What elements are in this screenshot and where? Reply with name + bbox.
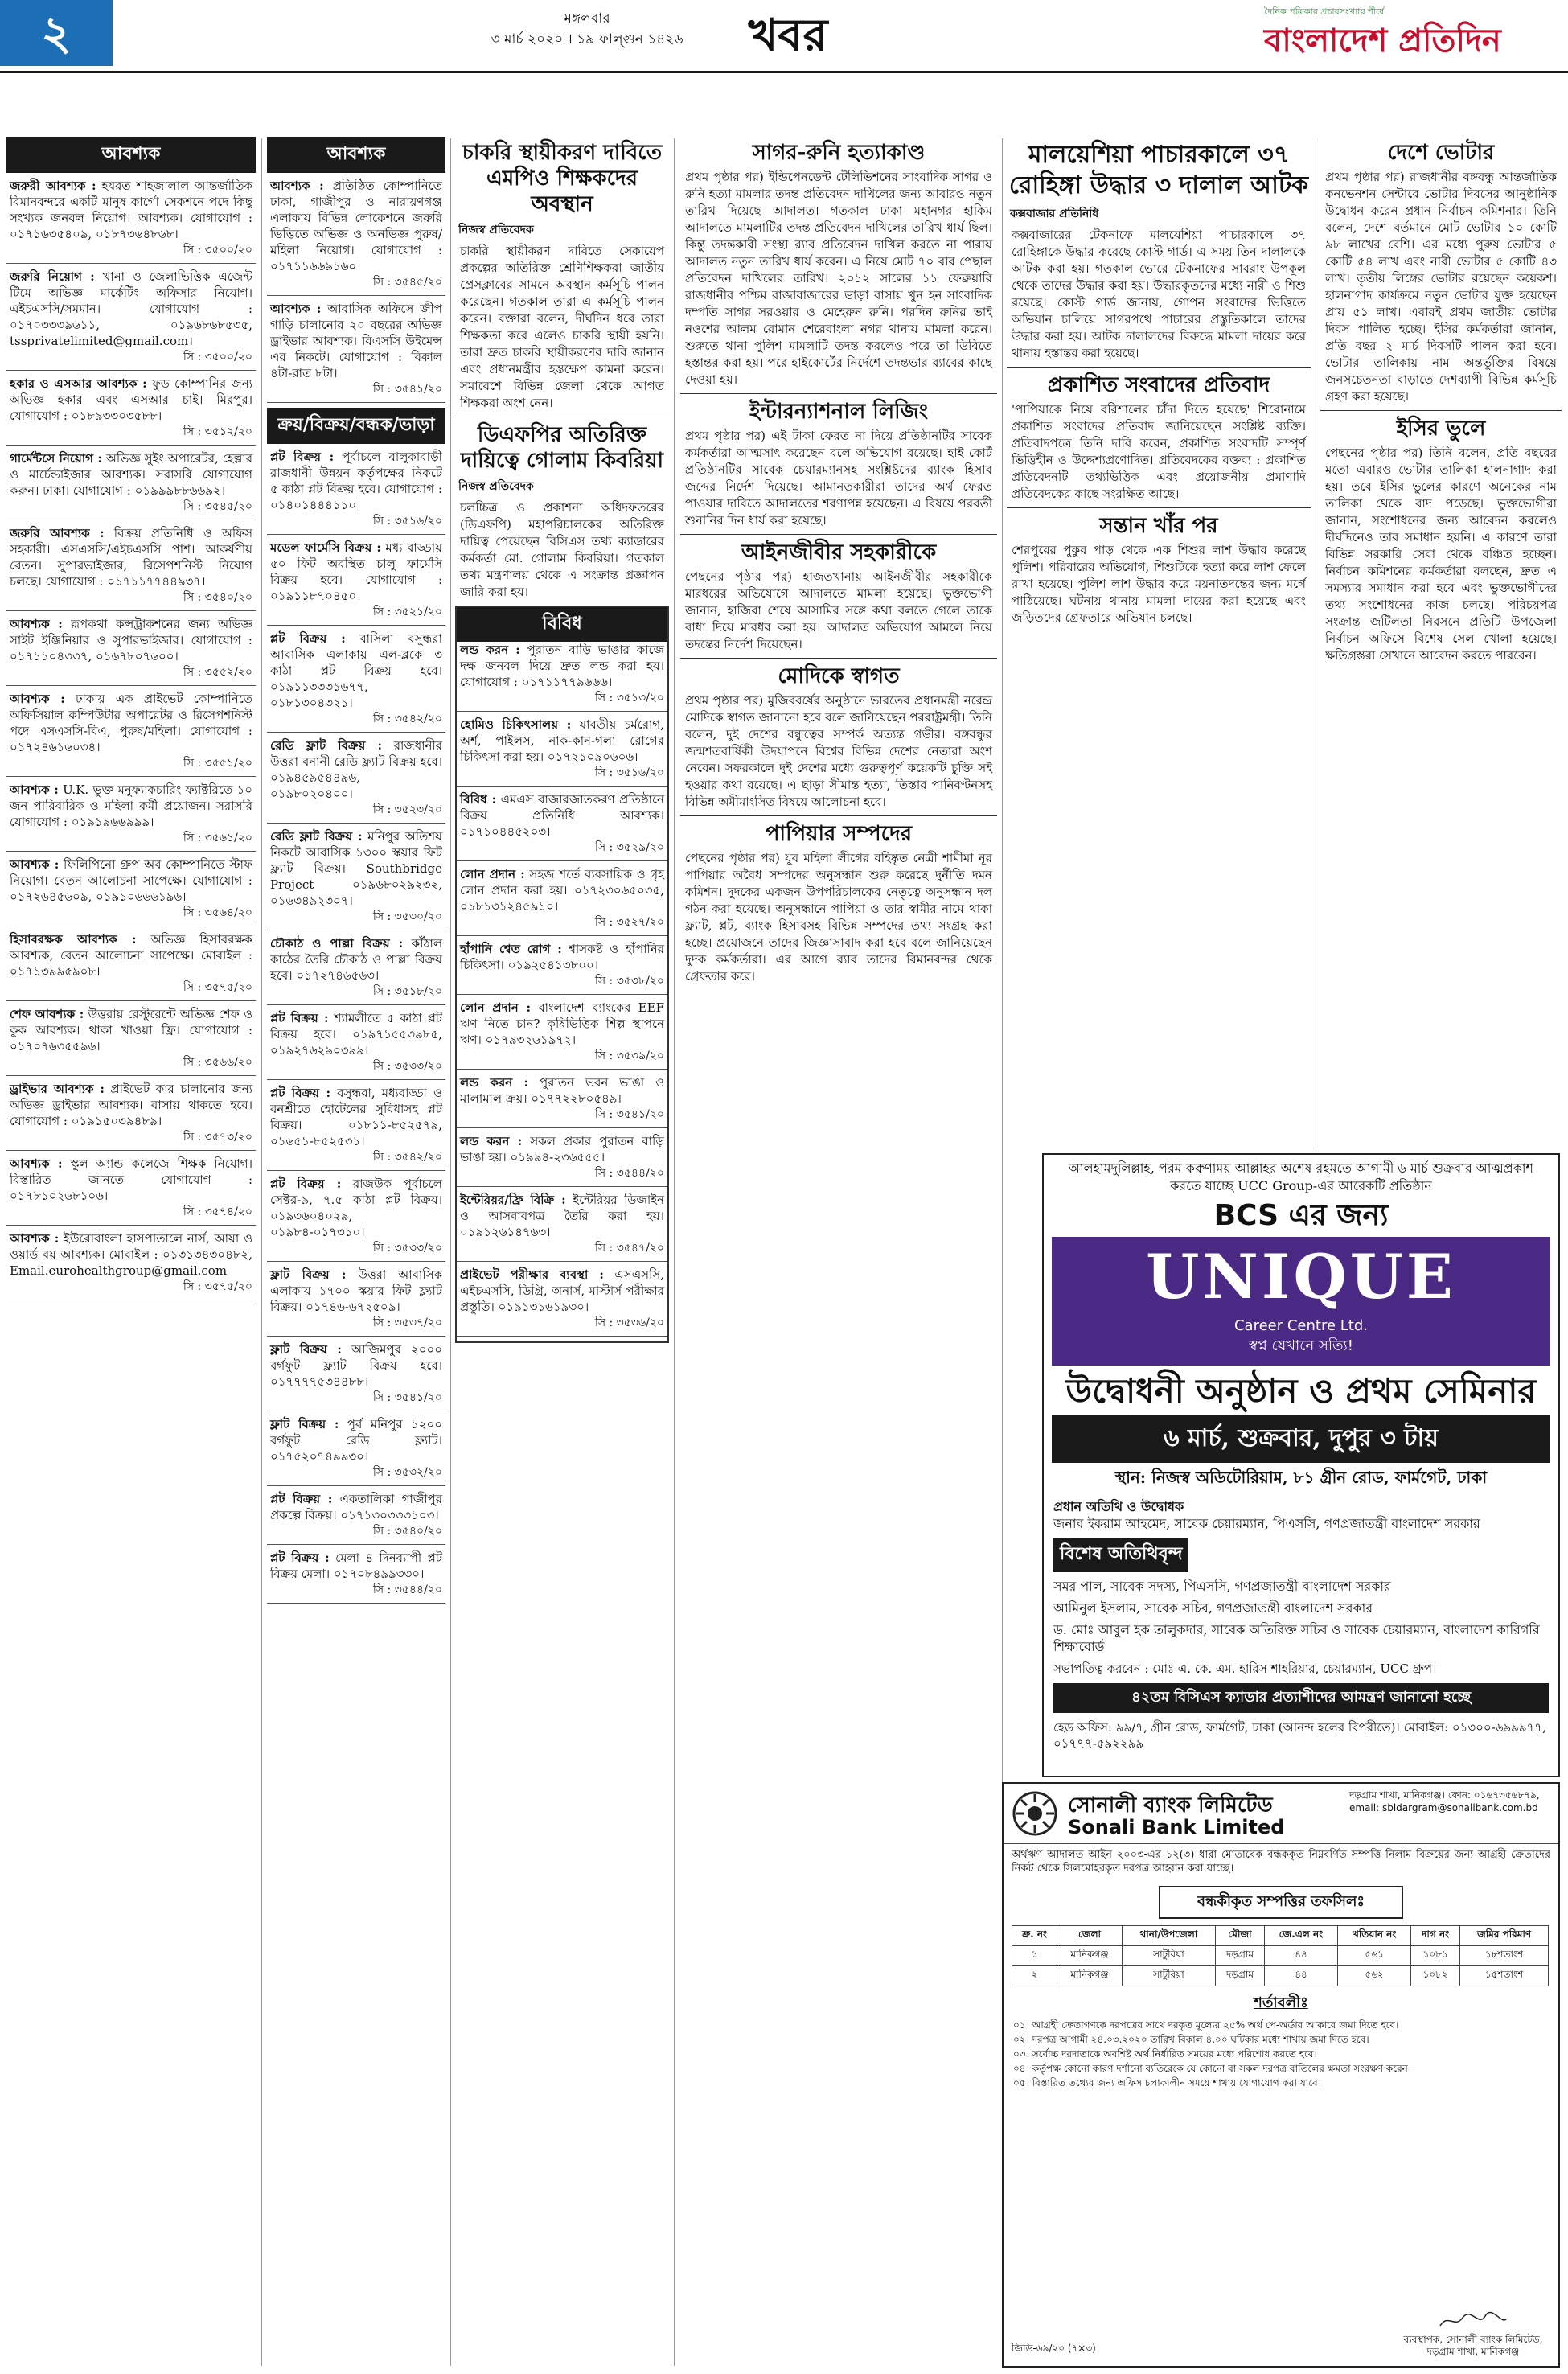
- classified-heading: আবশ্যক: [6, 137, 256, 173]
- ad-title: রেডি ফ্লাট বিক্রয় :: [270, 738, 383, 753]
- classified-ad: [6, 1081, 256, 1151]
- table-cell: সাটুরিয়া: [1122, 1966, 1216, 1986]
- article-body: পেছনের পৃষ্ঠার পর) তিনি বলেন, প্রতি বছরের মতো এবারও ভোটার তালিকা হালনাগাদ করা হয়। তবে ইসির ভুলের কারণে অনেকের নাম তালিকা থেকে বাদ পড়েছে। ভুক্তভোগীরা জানান, সংশোধনের জন্য আবেদন করলেও দীর্ঘদিনেও তার সমাধান হয়নি। এ কারণে তারা বিভিন্ন সরকারি সেবা থেকে বঞ্চিত হচ্ছেন। নির্বাচন কমিশনের কর্মকর্তারা বলছেন, দ্রুত এ সমস্যার সমাধান করা হবে এবং ভুক্তভোগীদের তথ্য সংশোধনের কাজ চলছে। পরিচয়পত্র সংক্রান্ত জটিলতা নিরসনে প্রতিটি উপজেলা নির্বাচন অফিসে বিশেষ সেল খোলা হয়েছে। ক্ষতিগ্রস্তরা সেখানে আবেদন করতে পারবেন।: [1325, 446, 1557, 663]
- article-headline: ইন্টারন্যাশনাল লিজিং: [749, 400, 928, 424]
- ad-title: হিসাবরক্ষক আবশ্যক :: [10, 932, 137, 947]
- classified-ad: [267, 828, 445, 930]
- ad-ref: সি : ৩৫৩৩/২০: [372, 1242, 442, 1255]
- article-byline: কক্সবাজার প্রতিনিধি: [1010, 207, 1099, 220]
- classified-ad: [267, 1267, 445, 1337]
- table-header-cell: জমির পরিমাণ: [1460, 1926, 1549, 1946]
- ad-text: বসুন্ধরা, মধ্যবাড্ডা ও বনশ্রীতে হোটেলের সুবিধাসহ প্লট বিক্রয়। ০১৮১১-৮৫২৫৭৯, ০১৬৫১-৮৫২৫৩১।: [270, 1086, 442, 1148]
- special-guest: ড. মোঃ আবুল হক তালুকদার, সাবেক অতিরিক্ত সচিব ও সাবেক চেয়ারম্যান, বাংলাদেশ কারিগরি শিক্ষাবোর্ড: [1053, 1622, 1540, 1654]
- bank-name-bn: সোনালী ব্যাংক লিমিটেড: [1068, 1793, 1273, 1817]
- ad-title: হোমিও চিকিৎসালয় :: [460, 717, 572, 732]
- ad-title: গার্মেন্টসে নিয়োগ :: [10, 451, 102, 466]
- ad-bcs-line: BCS এর জন্য: [1213, 1199, 1389, 1232]
- classified-heading: ক্রয়/বিক্রয়/বন্ধক/ভাড়া: [267, 408, 445, 444]
- ad-text: সহজ শর্তে ব্যবসায়িক ও গৃহ লোন প্রদান করা হয়। ০১৭২৩০৬৫০৩৫, ০১৮১৩১২৪৫৯১০।: [460, 867, 664, 914]
- unique-slogan: স্বপ্ন যেখানে সত্যি!: [1249, 1337, 1353, 1354]
- table-header-cell: জে.এল নং: [1264, 1926, 1337, 1946]
- ad-text: হযরত শাহজালাল আন্তর্জাতিক বিমানবন্দরে একটি মানুষ কার্গো সেকশনে পদে কিছু সংখ্যক জনবল নিয়োগ। আবশ্যক। যোগাযোগ : ০১৭১৬৩৫৪০৯, ০১৮৭৩৬৪৮৬৮।: [10, 179, 252, 241]
- ad-text: প্রতিষ্ঠিত কোম্পানিতে ঢাকা, গাজীপুর ও নারায়ণগঞ্জ এলাকায় বিভিন্ন লোকেশনে জরুরি ভিত্তিতে অভিজ্ঞ ও অনভিজ্ঞ পুরুষ/মহিলা নিয়োগ। যোগাযোগ : ০১৭১১৬৬৯১৬০।: [270, 179, 442, 273]
- table-header-cell: ক্র. নং: [1012, 1926, 1057, 1946]
- ad-ref: সি : ৩৫৫২/২০: [183, 666, 252, 679]
- classified-list: [267, 178, 445, 403]
- misc-heading: বিবিধ: [457, 607, 667, 642]
- table-cell: ১০৮২: [1411, 1966, 1460, 1986]
- page-number: ২: [0, 0, 113, 66]
- ad-datetime: ৬ মার্চ, শুক্রবার, দুপুর ৩ টায়: [1052, 1415, 1550, 1463]
- ad-text: কাঁঠাল কাঠের তৈরি চৌকাঠ ও পাল্লা বিক্রয় হবে। ০১৭২৭৪৬৫৬৩।: [270, 936, 442, 983]
- ad-title: প্রাইভেট পরীক্ষার ব্যবস্থা :: [460, 1267, 604, 1282]
- article-headline: দেশে ভোটার: [1387, 141, 1495, 165]
- ad-ref: সি : ৩৫৪২/২০: [372, 1151, 442, 1164]
- term-item: ০৩। সর্বোচ্চ দরদাতাকে অবশিষ্ট অর্থ নির্ধারিত সময়ের মধ্যে পরিশোধ করতে হবে।: [1013, 2048, 1317, 2060]
- bank-logo-icon: [1012, 1790, 1058, 1837]
- ad-title: আবশ্যক :: [10, 857, 60, 872]
- ad-title: ড্রাইভার আবশ্যক :: [10, 1082, 105, 1096]
- ad-text: মনিপুর অতিশয় নিকটে আবাসিক ১৩০০ স্কয়ার ফিট ফ্ল্যাট বিক্রয়। Southbridge Project ০১৯৬৮০২৯২৩২, ০১৬৩৪৯২৩০৭।: [270, 829, 442, 908]
- article-headline: ডিএফপির অতিরিক্ত দায়িত্বে গোলাম কিবরিয়া: [460, 423, 664, 473]
- ad-text: ইন্টেরিয়র ডিজাইন ও আসবাবপত্র তৈরি করা হয়। ০১৯১২৬১৪৭৬৩।: [460, 1193, 664, 1239]
- ad-ref: সি : ৩৫৫১/২০: [183, 757, 252, 770]
- misc-classified-box: [455, 606, 669, 1343]
- masthead: [0, 0, 1568, 73]
- ad-title: বিবিধ :: [460, 792, 497, 807]
- ad-title: আবশ্যক :: [10, 617, 63, 631]
- logo-tagline: দৈনিক পত্রিকার প্রচারসংখ্যায় শীর্ষে: [1264, 6, 1385, 17]
- ad-text: মেলা ৪ দিনব্যাপী প্লট বিক্রয় মেলা। ০১৭০৮৪৯৯৩৩০।: [270, 1550, 442, 1581]
- news-column-6: [1320, 137, 1562, 1142]
- table-header-cell: দাগ নং: [1411, 1926, 1460, 1946]
- ad-title: মডেল ফার্মেসি বিক্রয় :: [270, 540, 381, 555]
- ad-text: ফুড কোম্পানির জন্য অভিজ্ঞ হকার এবং এসআর চাই। মিরপুর। যোগাযোগ : ০১৮৯৩৩০৩৫৮৮।: [10, 376, 253, 423]
- ad-title: লন্ড করন :: [460, 1075, 529, 1090]
- ad-title: আবশ্যক :: [10, 1156, 63, 1171]
- ad-ref: সি : ৩৫৭৫/২০: [183, 981, 252, 994]
- ad-title: আবশ্যক :: [10, 1231, 60, 1246]
- article-headline: সন্তান খাঁর পর: [1099, 514, 1218, 538]
- date: ৩ মার্চ ২০২০ । ১৯ ফাল্গুন ১৪২৬: [491, 31, 683, 47]
- classified-ad: [457, 1267, 667, 1337]
- article-body: প্রথম পৃষ্ঠার পর) মুজিববর্ষের অনুষ্ঠানে ভারতের প্রধানমন্ত্রী নরেন্দ্র মোদিকে স্বাগত জানানো হবে বলে জানিয়েছেন পররাষ্ট্রমন্ত্রী। তিনি বলেন, দুই দেশের বন্ধুত্বের সম্পর্ক অত্যন্ত গভীর। বঙ্গবন্ধুর জন্মশতবার্ষিকী উদযাপনে বিশ্বের বিভিন্ন দেশের নেতারা অংশ নেবেন। সফরকালে দুই দেশের মধ্যে গুরুত্বপূর্ণ কয়েকটি চুক্তি সই হওয়ার কথা রয়েছে। এ ছাড়া সীমান্ত হত্যা, তিস্তার পানিবণ্টনসহ বিভিন্ন অমীমাংসিত বিষয়ে আলোচনা হবে।: [685, 693, 992, 809]
- classified-ad: [457, 1074, 667, 1128]
- column-rule: [450, 138, 451, 2366]
- table-header-cell: থানা/উপজেলা: [1122, 1926, 1216, 1946]
- classified-ad: [457, 642, 667, 712]
- ad-text: এসএসসি, এইচএসসি, ডিগ্রি, অনার্স, মাস্টার্স পরীক্ষার প্রস্তুতি। ০১৯১৩১৬১৯৩০।: [460, 1267, 664, 1314]
- term-item: ০৫। বিস্তারিত তথ্যের জন্য অফিস চলাকালীন সময়ে শাখায় যোগাযোগ করা যাবে।: [1013, 2077, 1322, 2089]
- classified-ad: [267, 449, 445, 535]
- schedule-title: বন্ধকীকৃত সম্পত্তির তফসিলঃ: [1159, 1886, 1403, 1919]
- classified-list: [6, 178, 256, 1300]
- ad-text: রূপকথা কন্সট্রাকশনের জন্য অভিজ্ঞ সাইট ইঞ্জিনিয়ার ও সুপারভাইজার। যোগাযোগ : ০১৭১১০৪৩৩৭, ০১৬৭৮০৭৬০০।: [10, 617, 252, 663]
- ad-text: বিক্রয় প্রতিনিধি ও অফিস সহকারী। এসএসসি/এইচএসসি পাশ। আকর্ষণীয় বেতন। সুপারভাইজার, রিসেপশনিস্ট নিয়োগ চলছে। যোগাযোগ : ০১৭১১৭৭৪৪৯৩৭।: [10, 526, 252, 589]
- article-headline: সাগর-রুনি হত্যাকাণ্ড: [752, 141, 926, 165]
- table-header-cell: জেলা: [1057, 1926, 1122, 1946]
- classified-ad: [267, 630, 445, 733]
- table-header-cell: খতিয়ান নং: [1338, 1926, 1411, 1946]
- classified-ad: [457, 941, 667, 995]
- classified-ad: [6, 525, 256, 611]
- news-column-4: [680, 137, 997, 2364]
- column-rule: [261, 138, 262, 2366]
- table-cell: ৪৪: [1264, 1966, 1337, 1986]
- ad-text: অভিজ্ঞ সুইং অপারেটর, হেল্পার ও মার্চেন্ডাইজার আবশ্যক। সরাসরি যোগাযোগ করুন। ঢাকা। যোগাযোগ : ০১৯৯৯৮৮৬৬৯২।: [10, 451, 252, 498]
- ad-presided: সভাপতিত্ব করবেন : মোঃ এ. কে. এম. হারিস শাহরিয়ার, চেয়ারম্যান, UCC গ্রুপ।: [1053, 1661, 1437, 1676]
- article-body: পেছনের পৃষ্ঠার পর) যুব মহিলা লীগের বহিষ্কৃত নেত্রী শামীমা নূর পাপিয়ার অবৈধ সম্পদের অনুসন্ধান শুরু করেছে দুর্নীতি দমন কমিশন। দুদকের একজন উপপরিচালকের নেতৃত্বে অনুসন্ধান দল গঠন করা হয়েছে। অনুসন্ধানে পাপিয়া ও তার স্বামীর নামে থাকা ফ্ল্যাট, প্লট, ব্যাংক হিসাবসহ বিভিন্ন সম্পদের তথ্য সংগ্রহ করা হচ্ছে। প্রয়োজনে তাদের জিজ্ঞাসাবাদ করা হবে বলে জানিয়েছেন দুদক কর্মকর্তারা। এর আগে র‍্যাব তাদের বিমানবন্দর থেকে গ্রেফতার করে।: [685, 851, 992, 984]
- ad-text: একতালিকা গাজীপুর প্রকল্পে বিক্রয়। ০১৭১৩০৩৩৩১০৩।: [270, 1492, 442, 1522]
- newspaper-logo: [1264, 5, 1554, 66]
- classified-ad: [457, 1133, 667, 1187]
- ad-ref: সি : ৩৫৩২/২০: [372, 1466, 442, 1479]
- ad-ref: সি : ৩৫৪১/২০: [372, 383, 442, 396]
- notice-code: জিডি-৬৯/২০ (৭×৩): [1012, 2343, 1096, 2354]
- classified-ad: [6, 178, 256, 264]
- article-body: 'পাপিয়াকে নিয়ে বরিশালের চাঁদা দিতে হয়েছে' শিরোনামে প্রকাশিত সংবাদের প্রতিবাদ জানিয়েছেন সংশ্লিষ্ট ব্যক্তি। প্রতিবাদপত্রে তিনি দাবি করেন, প্রকাশিত সংবাদটি সম্পূর্ণ ভিত্তিহীন ও উদ্দেশ্যপ্রণোদিত। প্রতিবেদকের বক্তব্য : প্রকাশিত প্রতিবেদনটি তথ্যভিত্তিক এবং প্রয়োজনীয় প্রমাণাদি প্রতিবেদকের কাছে সংরক্ষিত আছে।: [1012, 402, 1306, 501]
- classified-ad: [267, 178, 445, 296]
- table-cell: মানিকগঞ্জ: [1057, 1946, 1122, 1966]
- classified-ad: [457, 1000, 667, 1070]
- ad-banner: [1052, 1237, 1550, 1366]
- ad-ref: সি : ৩৫৪৪/২০: [372, 1583, 442, 1596]
- ad-text: খানা ও জেলাভিত্তিক এজেন্ট টিমে অভিজ্ঞ মার্কেটিং অফিসার নিয়োগ। এইচএসসি/সমমান। যোগাযোগ : ০১৭০৩৩৩৯৬১১, ০১৯৬৮৬৮৫৩৫, tssprivatelimited@gmail.com।: [10, 269, 252, 348]
- ad-text: যাবতীয় চর্মরোগ, অর্শ, পাইলস, নাক-কান-গলা রোগের চিকিৎসা করা হয়। ০১৭২১০৯০৬০৬।: [460, 717, 664, 764]
- ad-title: ফ্লাট বিক্রয় :: [270, 1342, 342, 1357]
- ad-title: প্লট বিক্রয় :: [270, 1550, 330, 1565]
- news-column-5: [1007, 137, 1311, 1142]
- ad-chief-guest: [1044, 1496, 1558, 1534]
- ad-ref: সি : ৩৫৬১/২০: [183, 832, 252, 844]
- ad-ref: সি : ৩৫৭৪/২০: [183, 1205, 252, 1218]
- ad-text: U.K. ভুক্ত মনুফ্যাকচারিং ফ্যাক্টরিতে ১০ জন পারিবারিক ও মহিলা কর্মী প্রয়োজন। সরাসরি যোগাযোগ : ০১৯১৯৬৬৯৯৯।: [10, 782, 252, 829]
- ad-title: ইন্টেরিয়র/ফ্রি বিক্রি :: [460, 1193, 566, 1207]
- classified-heading: আবশ্যক: [267, 137, 445, 173]
- terms-title: শর্তাবলীঃ: [1254, 1994, 1308, 2011]
- section-title: খবর: [748, 9, 828, 62]
- ad-title: হকার ও এসআর আবশ্যক :: [10, 376, 147, 391]
- table-cell: ৫৬১: [1338, 1946, 1411, 1966]
- misc-list: [457, 642, 667, 1337]
- classified-ad: [6, 1006, 256, 1076]
- ad-ref: সি : ৩৫৪২/২০: [372, 713, 442, 725]
- special-guest: আমিনুল ইসলাম, সাবেক সচিব, গণপ্রজাতন্ত্রী বাংলাদেশ সরকার: [1053, 1600, 1373, 1616]
- classified-list: [267, 449, 445, 1604]
- table-cell: মানিকগঞ্জ: [1057, 1966, 1122, 1986]
- ad-text: উত্তরা আবাসিক এলাকায় ১৭০০ স্কয়ার ফিট ফ্ল্যাট বিক্রয়। ০১৭৪৬-৬৭২৫০৯।: [270, 1267, 442, 1314]
- classified-column-1: [6, 137, 256, 2364]
- classified-ad: [6, 616, 256, 686]
- classified-ad: [267, 1341, 445, 1411]
- table-cell: দড়গ্রাম: [1216, 1966, 1265, 1986]
- ad-ref: সি : ৩৫৪১/২০: [372, 1391, 442, 1404]
- ad-title: প্লট বিক্রয় :: [270, 1177, 342, 1191]
- ad-text: পুরাতন বাড়ি ভাঙার কাজে দক্ষ জনবল দিয়ে দ্রুত লন্ড করা হয়। যোগাযোগ : ০১৭১১৭৭৯৬৬৬।: [460, 643, 664, 689]
- ad-text: পূর্বাচলে বালুকাবাড়ী রাজধানী উন্নয়ন কর্তৃপক্ষের নিকটে ৫ কাঠা প্লট বিক্রয় হবে। যোগাযোগ : ০১৪০১৪৪৪১১০।: [270, 450, 442, 512]
- weekday: মঙ্গলবার: [564, 10, 610, 27]
- table-cell: ৪৪: [1264, 1946, 1337, 1966]
- article-headline: মোদিকে স্বাগত: [778, 664, 900, 688]
- ad-title: জরুরি নিয়োগ :: [10, 269, 95, 284]
- logo-name: বাংলাদেশ প্রতিদিন: [1264, 22, 1501, 60]
- classified-ad: [267, 540, 445, 626]
- ad-ref: সি : ৩৫১৩/২০: [594, 692, 664, 704]
- ad-text: স্কুল অ্যান্ড কলেজে শিক্ষক নিয়োগ। বিস্তারিত জানতে যোগাযোগ : ০১৭৮১০২৬৮১০৬।: [10, 1156, 252, 1203]
- ad-title: হাঁপানি শ্বেত রোগ :: [460, 942, 562, 956]
- special-guest: সমর পাল, সাবেক সদস্য, পিএসসি, গণপ্রজাতন্ত্রী বাংলাদেশ সরকার: [1053, 1579, 1391, 1594]
- ad-title: আবশ্যক :: [270, 179, 324, 193]
- article-body: চলচ্চিত্র ও প্রকাশনা অধিদফতরের (ডিএফপি) মহাপরিচালকের অতিরিক্ত দায়িত্ব পেয়েছেন বিসিএস তথ্য ক্যাডারের কর্মকর্তা মো. গোলাম কিবরিয়া। গতকাল তথ্য মন্ত্রণালয় থেকে এ সংক্রান্ত প্রজ্ঞাপন জারি করা হয়।: [460, 500, 664, 599]
- table-cell: সাটুরিয়া: [1122, 1946, 1216, 1966]
- classified-ad: [457, 791, 667, 861]
- signature-block: [1401, 2311, 1545, 2358]
- classified-ad: [6, 450, 256, 520]
- bank-name-en: Sonali Bank Limited: [1068, 1816, 1285, 1838]
- chief-guest-role: প্রধান অতিথি ও উদ্বোধক: [1053, 1499, 1184, 1514]
- ad-text: প্রাইভেট কার চালানোর জন্য অভিজ্ঞ ড্রাইভার আবশ্যক। বাসায় থাকতে হবে। যোগাযোগ : ০১৯১৫০৩৯৪৮৯।: [10, 1082, 252, 1128]
- table-cell: ১: [1012, 1946, 1057, 1966]
- article-headline: চাকরি স্থায়ীকরণ দাবিতে এমপিও শিক্ষকদের অবস্থান: [462, 141, 663, 216]
- ad-text: রাজউক পূর্বাচলে সেক্টর-৯, ৭.৫ কাঠা প্লট বিক্রয়। ০১৯৩৬০৪০২৯, ০১৯৮৪-০১৭৩১০।: [270, 1177, 442, 1239]
- ad-title: আবশ্যক :: [10, 692, 65, 706]
- ad-ref: সি : ৩৫৩৯/২০: [594, 1049, 664, 1062]
- table-cell: দড়গ্রাম: [1216, 1946, 1265, 1966]
- ad-ref: সি : ৩৫২১/২০: [372, 606, 442, 618]
- article-body: শেরপুরের পুকুর পাড় থেকে এক শিশুর লাশ উদ্ধার করেছে পুলিশ। পরিবারের অভিযোগ, শিশুটিকে হত্যা করে লাশ ফেলে রাখা হয়েছে। পুলিশ লাশ উদ্ধার করে ময়নাতদন্তের জন্য মর্গে পাঠিয়েছে। ঘটনায় থানায় মামলা দায়ের করা হয়েছে এবং জড়িতদের গ্রেফতারে অভিযান চলছে।: [1012, 543, 1306, 625]
- ad-ref: সি : ৩৫৪০/২০: [372, 1525, 442, 1538]
- ad-text: রাজধানীর উত্তরা বনানী রেডি ফ্ল্যাট বিক্রয় হবে। ০১৯৪৫৯৫৪৪৯৬, ০১৯৮০২০৪০০।: [270, 738, 442, 801]
- classified-ad: [267, 1176, 445, 1262]
- ad-text: বাংলাদেশ ব্যাংকের EEF ঋণ নিতে চান? কৃষিভিত্তিক শিল্প স্থাপনে ঋণ। ০১৭৯৩২৬১৯৭২।: [460, 1000, 664, 1047]
- ad-title: চৌকাঠ ও পাল্লা বিক্রয় :: [270, 936, 404, 951]
- ad-text: সকল প্রকার পুরাতন বাড়ি ভাঙা হয়। ০১৯৯৪-২৩৬৫৫৫।: [460, 1134, 664, 1164]
- ad-text: এমএস বাজারজাতকরণ প্রতিষ্ঠানে বিক্রয় প্রতিনিধি আবশ্যক। ০১৭১০৪৪৫২০৩।: [460, 792, 664, 839]
- unique-logo: UNIQUE: [1146, 1241, 1456, 1312]
- table-cell: ১০৮১: [1411, 1946, 1460, 1966]
- table-row: [1012, 1966, 1549, 1986]
- ad-title: ফ্লাট বিক্রয় :: [270, 1417, 339, 1431]
- classified-ad: [6, 931, 256, 1001]
- ad-title: প্লট বিক্রয় :: [270, 631, 346, 646]
- ad-ref: সি : ৩৫৩৭/২০: [372, 1316, 442, 1329]
- ad-ref: সি : ৩৫৪৫/২০: [183, 500, 252, 513]
- term-item: ০৪। কর্তৃপক্ষ কোনো কারণ দর্শানো ব্যতিরেকে যে কোনো বা সকল দরপত্র বাতিলের ক্ষমতা সংরক্ষণ করেন।: [1013, 2063, 1412, 2074]
- article-body: প্রথম পৃষ্ঠার পর) ইন্ডিপেনডেন্ট টেলিভিশনের সাংবাদিক সাগর ও রুনি হত্যা মামলার তদন্ত প্রতিবেদন দাখিলের জন্য আবারও নতুন তারিখ দিয়েছে আদালত। গতকাল ঢাকা মহানগর হাকিম আদালতে মামলাটির তদন্ত প্রতিবেদন দাখিলের তারিখ ধার্য ছিল। কিন্তু তদন্তকারী সংস্থা র‍্যাব প্রতিবেদন দাখিল করতে না পারায় আদালত নতুন তারিখ ধার্য করেন। এ নিয়ে মোট ৭০ বার পেছাল প্রতিবেদন দাখিলের তারিখ। ২০১২ সালের ১১ ফেব্রুয়ারি রাজধানীর পশ্চিম রাজাবাজারের ভাড়া বাসায় খুন হন সাংবাদিক দম্পতি সাগর সরওয়ার ও মেহেরুন রুনি। পরদিন রুনির ভাই নওশের আলম রোমান শেরেবাংলা নগর থানায় মামলা করেন। শুরুতে থানা পুলিশ মামলাটি তদন্ত করলেও পরে তা ডিবিতে হস্তান্তর করা হয়। পরে হাইকোর্টের নির্দেশে তদন্তভার র‍্যাবের কাছে দেওয়া হয়।: [685, 170, 992, 387]
- table-header-cell: মৌজা: [1216, 1926, 1265, 1946]
- table-row: [1012, 1946, 1549, 1966]
- classified-ad: [6, 1230, 256, 1300]
- ad-ref: সি : ৩৫৩০/২০: [372, 910, 442, 923]
- table-cell: ১৫শতাংশ: [1460, 1966, 1549, 1986]
- table-cell: ৫৬২: [1338, 1966, 1411, 1986]
- ad-title: উদ্বোধনী অনুষ্ঠান ও প্রথম সেমিনার: [1065, 1371, 1537, 1411]
- ad-title: প্লট বিক্রয় :: [270, 1011, 329, 1025]
- classified-ad: [6, 376, 256, 446]
- ad-title: লোন প্রদান :: [460, 867, 525, 881]
- terms-list: [1004, 2018, 1558, 2090]
- signatory: ব্যবস্থাপক, সোনালী ব্যাংক লিমিটেড, দড়গ্রাম শাখা, মানিকগঞ্জ: [1403, 2334, 1543, 2357]
- ad-ref: সি : ৩৫১৬/২০: [594, 766, 664, 779]
- ad-ref: সি : ৩৫৭৩/২০: [183, 1131, 252, 1144]
- ad-text: মধ্য বাড্ডায় ৫০ ফিট অবস্থিত চালু ফার্মেসি বিক্রয় হবে। যোগাযোগ : ০১৯১১৮৭০৪৫০।: [270, 540, 442, 603]
- classified-ad: [267, 1085, 445, 1171]
- ad-title: লোন প্রদান :: [460, 1000, 532, 1015]
- ad-title: ফ্লাট বিক্রয় :: [270, 1267, 347, 1282]
- ad-text: পুরাতন ভবন ভাঙা ও মালামাল ক্রয়। ০১৭৭২২৮০৫৪৯।: [460, 1075, 664, 1106]
- ad-ref: সি : ৩৫৪৭/২০: [594, 1242, 664, 1255]
- classified-ad: [267, 935, 445, 1005]
- ad-title: প্লট বিক্রয় :: [270, 1492, 333, 1506]
- ad-text: ইউরোবাংলা হাসপাতালে নার্স, আয়া ও ওয়ার্ড বয় আবশ্যক। মোবাইল : ০১৩১৩৪৩০৪৮২, Email.eurohealthgroup@gmail.com: [10, 1231, 252, 1278]
- unique-logo-sub: Career Centre Ltd.: [1233, 1317, 1369, 1334]
- ad-text: শ্যামলীতে ৫ কাঠা প্লট বিক্রয় হবে। ০১৯৭১৫৫৩৯৮৫, ০১৯২৭৬২৯০৩৯৯।: [270, 1011, 442, 1058]
- ad-ref: সি : ৩৫০০/২০: [183, 351, 252, 363]
- ad-title: জরুরি আবশ্যক :: [10, 526, 105, 540]
- notice-intro: অর্থঋণ আদালত আইন ২০০৩-এর ১২(৩) ধারা মোতাবেক বন্ধককৃত নিম্নবর্ণিত সম্পত্তি নিলাম বিক্রয়ের জন্য আগ্রহী ক্রেতাদের নিকট থেকে সিলমোহরকৃত দরপত্র আহ্বান করা যাচ্ছে।: [1012, 1849, 1550, 1875]
- ad-invitation-strip: ৪২তম বিসিএস ক্যাডার প্রত্যাশীদের আমন্ত্রণ জানানো হচ্ছে: [1053, 1683, 1549, 1713]
- term-item: ০২। দরপত্র আগামী ২৪.০৩.২০২০ তারিখ বিকাল ৪.০০ ঘটিকার মধ্যে শাখায় জমা দিতে হবে।: [1013, 2034, 1369, 2045]
- article-headline: পাপিয়ার সম্পদের: [765, 822, 913, 846]
- classified-ad: [6, 782, 256, 852]
- news-column-3: [455, 137, 669, 2364]
- classified-ad: [6, 856, 256, 926]
- ad-title: রেডি ফ্লাট বিক্রয় :: [270, 829, 363, 844]
- classified-ad: [267, 1550, 445, 1604]
- article-byline: নিজস্ব প্রতিবেদক: [458, 224, 534, 236]
- bank-contact: দড়গ্রাম শাখা, মানিকগঞ্জ। ফোন: ০১৬৭৩৫৬৮৭৯, email: sbldargram@sonalibank.com.bd: [1349, 1789, 1540, 1813]
- ad-title: লন্ড করন :: [460, 643, 520, 657]
- classified-ad: [6, 691, 256, 777]
- ad-ref: সি : ৩৫১৬/২০: [372, 515, 442, 528]
- ad-ref: সি : ৩৫২৩/২০: [372, 803, 442, 816]
- article-byline: নিজস্ব প্রতিবেদক: [458, 480, 534, 493]
- ad-title: প্লট বিক্রয় :: [270, 1086, 331, 1100]
- ad-venue: স্থান: নিজস্ব অডিটোরিয়াম, ৮১ গ্রীন রোড, ফার্মগেট, ঢাকা: [1114, 1468, 1488, 1487]
- classified-ad: [457, 717, 667, 787]
- article-body: কক্সবাজারের টেকনাফে মালয়েশিয়া পাচারকালে ৩৭ রোহিঙ্গাকে উদ্ধার করেছে কোস্ট গার্ড। এ সময় তিন দালালকে আটক করা হয়। গতকাল ভোরে টেকনাফের সাবরাং উপকূল থেকে তাদের উদ্ধার করা হয়। উদ্ধারকৃতদের মধ্যে নারী ও শিশু রয়েছে। কোস্ট গার্ড জানায়, গোপন সংবাদের ভিত্তিতে অভিযান চালিয়ে সাগরপথে পাচারের প্রস্তুতিকালে তাদের উদ্ধার করা হয়। আটক দালালদের বিরুদ্ধে মামলা দায়ের করে থানায় হস্তান্তর করা হয়েছে।: [1012, 228, 1306, 360]
- ad-ref: সি : ৩৫০০/২০: [183, 244, 252, 257]
- chief-guest-name: জনাব ইকরাম আহমেদ, সাবেক চেয়ারম্যান, পিএসসি, গণপ্রজাতন্ত্রী বাংলাদেশ সরকার: [1053, 1516, 1480, 1531]
- article-body: প্রথম পৃষ্ঠার পর) এই টাকা ফেরত না দিয়ে প্রতিষ্ঠানটির সাবেক কর্মকর্তারা আত্মসাৎ করেছেন বলে অভিযোগ রয়েছে। হাই কোর্ট প্রতিষ্ঠানটির সাবেক চেয়ারম্যানসহ সংশ্লিষ্টদের ব্যাংক হিসাব জব্দের নির্দেশ দিয়েছে। আমানতকারীরা তাদের অর্থ ফেরত পাওয়ার দাবিতে আদালতের শরণাপন্ন হয়েছেন। এ বিষয়ে পরবর্তী শুনানির দিন ধার্য করা হয়েছে।: [685, 429, 992, 528]
- article-headline: প্রকাশিত সংবাদের প্রতিবাদ: [1047, 373, 1270, 397]
- classified-column-2: [267, 137, 445, 2364]
- ad-ref: সি : ৩৫৪০/২০: [183, 591, 252, 604]
- article-headline: আইনজীবীর সহকারীকে: [741, 540, 937, 565]
- signature-icon: [1437, 2311, 1509, 2331]
- ad-ref: সি : ৩৫৪৪/২০: [594, 1167, 664, 1180]
- ad-title: আবশ্যক :: [10, 782, 59, 797]
- ad-ref: সি : ৩৫৩৬/২০: [594, 1316, 664, 1329]
- ad-ref: সি : ৩৫২৭/২০: [594, 916, 664, 929]
- classified-ad: [6, 1156, 256, 1226]
- classified-ad: [267, 1416, 445, 1486]
- classified-ad: [267, 1010, 445, 1080]
- ad-title: শেফ আবশ্যক :: [10, 1007, 84, 1021]
- article-body: প্রথম পৃষ্ঠার পর) রাজধানীর বঙ্গবন্ধু আন্তর্জাতিক কনভেনশন সেন্টারে ভোটার দিবসের আনুষ্ঠানিক উদ্বোধন করেন প্রধান নির্বাচন কমিশনার। তিনি বলেন, দেশে বর্তমানে মোট ভোটার ১০ কোটি ৯৮ লাখের বেশি। এর মধ্যে পুরুষ ভোটার ৫ কোটি ৫৪ লাখ এবং নারী ভোটার ৫ কোটি ৪৩ লাখ। তৃতীয় লিঙ্গের ভোটার রয়েছেন কয়েকশ। হালনাগাদ কার্যক্রমে নতুন ভোটার যুক্ত হয়েছেন প্রায় ৫১ লাখ। এবারই প্রথম জাতীয় ভোটার দিবস পালিত হচ্ছে। ইসির কর্মকর্তারা জানান, প্রতি বছর ২ মার্চ দিবসটি পালন করা হবে। ভোটার তালিকায় নাম অন্তর্ভুক্তির বিষয়ে জনসচেতনতা বাড়াতে দেশব্যাপী বিভিন্ন কর্মসূচি গ্রহণ করা হয়েছে।: [1325, 170, 1557, 404]
- ad-text: ঢাকায় এক প্রাইভেট কোম্পানিতে অফিসিয়াল কম্পিউটার অপারেটর ও রিসেপশনিস্ট পদে এসএসসি-বিএ, পুরুষ/মহিলা। যোগাযোগ : ০১৭২৪৬১৬০৩৪।: [10, 692, 252, 754]
- unique-career-advertisement: [1042, 1153, 1560, 1777]
- ad-text: ফিলিপিনো গ্রুপ অব কোম্পানিতে স্টাফ নিয়োগ। বেতন আলোচনা সাপেক্ষে। যোগাযোগ : ০১৭২৬৪৫৬০৯, ০১৯১০৬৬৬১৯৬।: [10, 857, 252, 904]
- article-body: চাকরি স্থায়ীকরণ দাবিতে সেকায়েপ প্রকল্পের অতিরিক্ত শ্রেণিশিক্ষকরা জাতীয় প্রেসক্লাবের সামনে অবস্থান কর্মসূচি পালন করেছেন। গতকাল তারা এ কর্মসূচি পালন করেন। বক্তারা বলেন, দীর্ঘদিন ধরে তারা শিক্ষকতা করে এলেও চাকরি স্থায়ী হয়নি। তারা দ্রুত চাকরি স্থায়ীকরণের দাবি জানান এবং প্রধানমন্ত্রীর হস্তক্ষেপ কামনা করেন। সমাবেশে বিভিন্ন জেলা থেকে আগত শিক্ষকরা অংশ নেন।: [460, 244, 664, 410]
- ad-ref: সি : ৩৫৭৫/২০: [183, 1280, 252, 1293]
- classified-ad: [267, 301, 445, 403]
- bank-header: [1004, 1784, 1558, 1844]
- ad-text: শ্বাসকষ্ট ও হাঁপানির চিকিৎসা। ০১৯২৫৪১৩৮০০।: [460, 942, 664, 972]
- sonali-bank-notice: [1002, 1782, 1560, 2368]
- article-headline: মালয়েশিয়া পাচারকালে ৩৭ রোহিঙ্গা উদ্ধার ৩ দালাল আটক: [1008, 141, 1309, 199]
- ad-text: আবাসিক অফিসে জীপ গাড়ি চালানোর ২০ বছরের অভিজ্ঞ ড্রাইভার আবশ্যক। বিএসসি উইমেন্স এর নিকটে। যোগাযোগ : বিকাল ৪টা-রাত ৮টা।: [270, 302, 442, 380]
- ad-ref: সি : ৩৫৩৩/২০: [372, 1060, 442, 1073]
- ad-title: জরুরী আবশ্যক :: [10, 179, 96, 193]
- article-headline: ইসির ভুলে: [1396, 417, 1486, 441]
- ad-ref: সি : ৩৫৪১/২০: [594, 1108, 664, 1121]
- table-cell: ১৮শতাংশ: [1460, 1946, 1549, 1966]
- ad-text: অভিজ্ঞ হিসাবরক্ষক আবশ্যক, বেতন আলোচনা সাপেক্ষে। মোবাইল : ০১৭১৩৯৯৫৯০৮।: [10, 932, 252, 979]
- ad-ref: সি : ৩৫৪৫/২০: [372, 276, 442, 289]
- ad-ref: সি : ৩৫১৮/২০: [372, 985, 442, 998]
- ad-ref: সি : ৩৫২৯/২০: [594, 841, 664, 854]
- classified-ad: [457, 1192, 667, 1262]
- ad-intro: আলহামদুলিল্লাহ, পরম করুণাময় আল্লাহর অশেষ রহমতে আগামী ৬ মার্চ শুক্রবার আত্মপ্রকাশ করতে যাচ্ছে UCC Group-এর আরেকটি প্রতিষ্ঠান: [1068, 1160, 1534, 1193]
- table-cell: ২: [1012, 1966, 1057, 1986]
- ad-text: পূর্ব মনিপুর ১২০০ বর্গফুট রেডি ফ্ল্যাট। ০১৭৫২০৭৪৯৯৩০।: [270, 1417, 442, 1464]
- column-rule: [674, 138, 675, 2366]
- ad-text: আজিমপুর ২০০০ বর্গফুট ফ্ল্যাট বিক্রয় হবে। ০১৭৭৭৭৫৩৪৪৮৮।: [270, 1342, 443, 1389]
- ad-title: প্লট বিক্রয় :: [270, 450, 335, 464]
- ad-text: বাসিলা বসুন্ধরা আবাসিক এলাকায় এল-ব্লকে ৩ কাঠা প্লট বিক্রয় হবে। ০১৯১১৩৩৩১৬৭৭, ০১৮১৩০৪৩২১।: [270, 631, 442, 710]
- term-item: ০১। আগ্রহী ক্রেতাগণকে দরপত্রের সাথে দরকৃত মূল্যের ২৫% অর্থ পে-অর্ডার আকারে জমা দিতে হবে।: [1013, 2019, 1399, 2031]
- ad-title: লন্ড করন :: [460, 1134, 523, 1148]
- classified-ad: [457, 866, 667, 936]
- ad-text: উত্তরায় রেস্টুরেন্টে অভিজ্ঞ শেফ ও কুক আবশ্যক। থাকা খাওয়া ফ্রি। যোগাযোগ : ০১৭০৭৬৩৫৫৯৬।: [10, 1007, 252, 1054]
- ad-ref: সি : ৩৫৬৬/২০: [183, 1056, 252, 1069]
- ad-ref: সি : ৩৫৬৪/২০: [183, 906, 252, 919]
- article-body: পেছনের পৃষ্ঠার পর) হাজতখানায় আইনজীবীর সহকারীকে মারধরের অভিযোগে আদালতে মামলা হয়েছে। ভুক্তভোগী জানান, হাজিরা শেষে আসামির সঙ্গে কথা বলতে গেলে তাকে বাধা দিয়ে মারধর করা হয়। আদালত অভিযোগ আমলে নিয়ে তদন্তের নির্দেশ দিয়েছেন।: [685, 569, 992, 651]
- ad-ref: সি : ৩৫১২/২০: [183, 425, 252, 438]
- classified-ad: [267, 1491, 445, 1545]
- ad-address: হেড অফিস: ৯৯/৭, গ্রীন রোড, ফার্মগেট, ঢাকা (আনন্দ হলের বিপরীতে)। মোবাইল: ০১৩০০-৬৯৯৯৭৭, ০১৭৭৭-৫৯২২৯৯: [1053, 1720, 1546, 1751]
- classified-ad: [6, 269, 256, 371]
- ad-ref: সি : ৩৫৩৮/২০: [594, 975, 664, 988]
- classified-ad: [267, 737, 445, 824]
- property-table: [1012, 1925, 1549, 1986]
- ad-title: আবশ্যক :: [270, 302, 322, 316]
- special-guests-label: বিশেষ অতিথিবৃন্দ: [1053, 1538, 1188, 1572]
